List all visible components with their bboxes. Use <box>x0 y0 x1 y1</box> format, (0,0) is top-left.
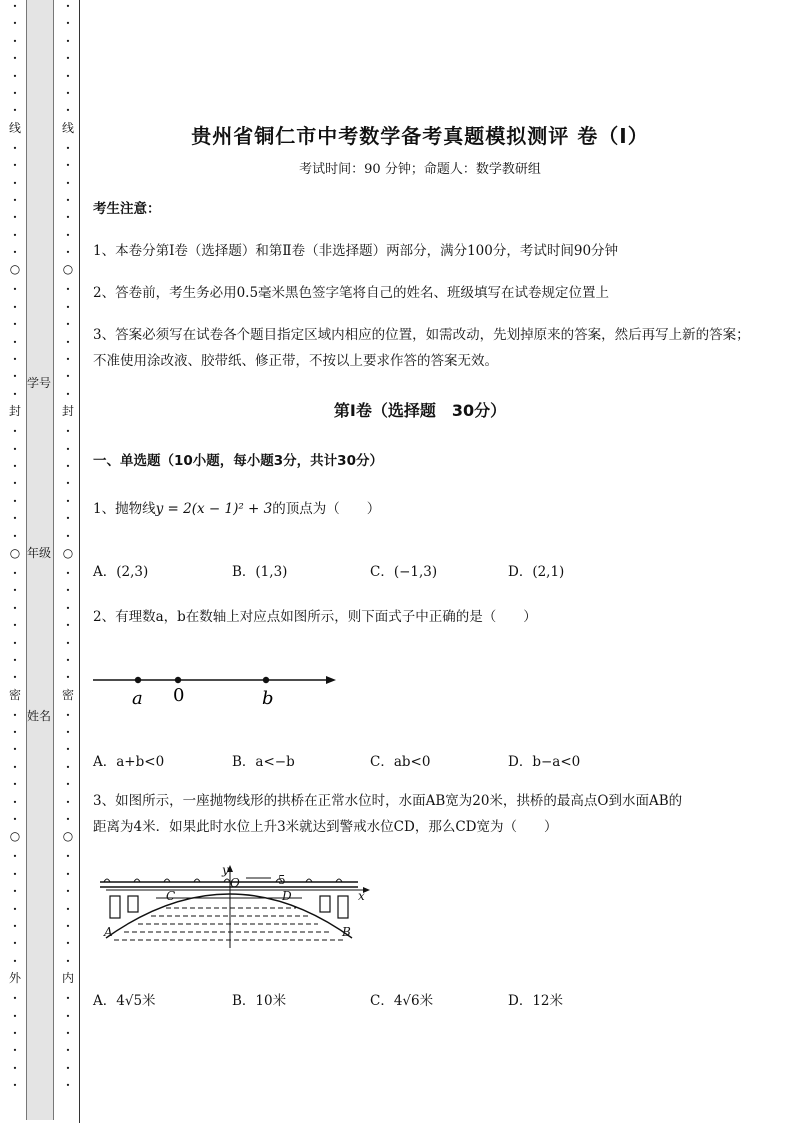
cut-dot: · <box>65 192 71 207</box>
cut-dot: · <box>65 953 71 968</box>
cut-circle: ○ <box>9 262 21 277</box>
cut-dot: · <box>12 476 18 491</box>
cut-dot: · <box>12 334 18 349</box>
cut-dot: · <box>12 0 18 13</box>
cut-dot: · <box>12 175 18 190</box>
cut-dot: · <box>12 424 18 439</box>
cut-dot: · <box>65 618 71 633</box>
cut-dot: · <box>65 866 71 881</box>
cut-dot: · <box>65 1008 71 1023</box>
label-a-point: A <box>104 925 113 939</box>
q3-option-c: C．4√6米 <box>370 993 434 1009</box>
q2-option-a: A．a+b<0 <box>93 754 165 770</box>
field-grade: 年级 <box>26 546 51 560</box>
cut-dot: · <box>12 565 18 580</box>
cut-dot: · <box>65 901 71 916</box>
question-1-formula: y = 2(x − 1)² + 3 <box>155 501 273 517</box>
cut-dot: · <box>65 1060 71 1075</box>
question-3-stem-line-2: 距离为4米．如果此时水位上升3米就达到警戒水位CD，那么CD宽为（ ） <box>93 819 558 835</box>
cut-dot: · <box>12 369 18 384</box>
cut-dot: · <box>65 849 71 864</box>
label-b: b <box>262 688 274 709</box>
q1-option-a: A．(2,3) <box>93 564 149 580</box>
cut-dot: · <box>65 991 71 1006</box>
page-title: 贵州省铜仁市中考数学备考真题模拟测评 卷（Ⅰ） <box>191 124 649 148</box>
cut-dot: · <box>65 635 71 650</box>
pier-right-1 <box>320 896 330 912</box>
label-c: C <box>166 889 176 903</box>
cut-dot: · <box>65 583 71 598</box>
cut-dot: · <box>12 51 18 66</box>
cut-dot: · <box>65 565 71 580</box>
cut-dot: · <box>65 670 71 685</box>
q2-option-d: D．b−a<0 <box>508 754 581 770</box>
cut-dot: · <box>65 386 71 401</box>
cut-dot: · <box>12 618 18 633</box>
cut-dot: · <box>12 777 18 792</box>
cut-dot: · <box>12 901 18 916</box>
cut-dot: · <box>12 317 18 332</box>
left-dot-column <box>5 0 25 1123</box>
pier-left-1 <box>110 896 120 918</box>
number-line-arrow <box>326 676 336 684</box>
exam-info: 考试时间：90 分钟；命题人：数学教研组 <box>299 162 541 177</box>
cut-dot: · <box>65 175 71 190</box>
cut-dot: · <box>12 352 18 367</box>
question-2-stem: 2、有理数a，b在数轴上对应点如图所示，则下面式子中正确的是（ ） <box>93 609 537 625</box>
cut-dot: · <box>12 85 18 100</box>
cut-dot: · <box>65 1025 71 1040</box>
cut-dot: · <box>12 794 18 809</box>
label-o: O <box>230 876 240 890</box>
cut-label: 线 <box>8 120 21 135</box>
cut-circle: ○ <box>62 829 74 844</box>
cut-dot: · <box>65 1043 71 1058</box>
cut-dot: · <box>65 652 71 667</box>
label-b-point: B <box>342 925 351 939</box>
cut-dot: · <box>12 299 18 314</box>
cut-dot: · <box>65 210 71 225</box>
q3-option-a: A．4√5米 <box>93 993 156 1009</box>
cut-dot: · <box>65 1078 71 1093</box>
cut-dot: · <box>12 103 18 118</box>
right-dot-column <box>58 0 78 1123</box>
cut-dot: · <box>12 759 18 774</box>
cut-dot: · <box>12 742 18 757</box>
cut-dot: · <box>65 0 71 13</box>
cut-dot: · <box>12 227 18 242</box>
cut-dot: · <box>12 210 18 225</box>
cut-dot: · <box>65 51 71 66</box>
cut-label: 外 <box>8 971 21 986</box>
cut-dot: · <box>65 317 71 332</box>
cut-dot: · <box>65 85 71 100</box>
cut-dot: · <box>12 441 18 456</box>
q3-option-b: B．10米 <box>232 993 287 1009</box>
cut-dot: · <box>65 725 71 740</box>
cut-circle: ○ <box>62 545 74 560</box>
cut-label: 内 <box>61 971 74 986</box>
cut-dot: · <box>65 334 71 349</box>
cut-label: 线 <box>61 120 74 135</box>
cut-dot: · <box>65 742 71 757</box>
cut-dot: · <box>65 227 71 242</box>
cut-circle: ○ <box>62 262 74 277</box>
cut-dot: · <box>12 511 18 526</box>
cut-dot: · <box>12 1078 18 1093</box>
cut-dot: · <box>65 476 71 491</box>
cut-dot: · <box>12 528 18 543</box>
cut-dot: · <box>12 458 18 473</box>
cut-dot: · <box>65 103 71 118</box>
cut-dot: · <box>12 953 18 968</box>
cut-dot: · <box>12 245 18 260</box>
cut-dot: · <box>12 583 18 598</box>
cut-dot: · <box>65 884 71 899</box>
cut-dot: · <box>12 16 18 31</box>
cut-label: 密 <box>61 687 74 702</box>
q2-option-b: B．a<−b <box>232 754 295 770</box>
cut-label: 密 <box>8 687 21 702</box>
part-title: 一、单选题（10小题，每小题3分，共计30分） <box>93 453 383 469</box>
cut-dot: · <box>65 158 71 173</box>
cut-dot: · <box>12 635 18 650</box>
cut-dot: · <box>65 600 71 615</box>
notice-heading: 考生注意： <box>93 201 161 217</box>
cut-dot: · <box>65 369 71 384</box>
q1-option-c: C．(−1,3) <box>370 564 438 580</box>
point-a <box>135 677 141 683</box>
cut-dot: · <box>65 528 71 543</box>
cut-dot: · <box>12 707 18 722</box>
cut-dot: · <box>12 670 18 685</box>
label-d: D <box>282 889 292 903</box>
q3-option-d: D．12米 <box>508 993 564 1009</box>
cut-dot: · <box>65 68 71 83</box>
label-y: y <box>222 863 229 877</box>
cut-dot: · <box>65 458 71 473</box>
question-1-stem: 1、抛物线y = 2(x − 1)² + 3的顶点为（ ） <box>93 501 381 517</box>
pier-right-2 <box>338 896 348 918</box>
cut-dot: · <box>65 33 71 48</box>
cut-dot: · <box>65 936 71 951</box>
cut-circle: ○ <box>9 829 21 844</box>
label-x: x <box>358 889 365 903</box>
cut-dot: · <box>65 299 71 314</box>
cut-dot: · <box>12 918 18 933</box>
cut-dot: · <box>12 282 18 297</box>
cut-dot: · <box>12 652 18 667</box>
field-name: 姓名 <box>26 709 51 723</box>
label-zero: 0 <box>173 685 185 706</box>
q1-option-b: B．(1,3) <box>232 564 288 580</box>
cut-dot: · <box>12 158 18 173</box>
label-a: a <box>132 688 143 709</box>
cut-dot: · <box>12 140 18 155</box>
cut-dot: · <box>12 386 18 401</box>
notice-item-3: 3、答案必须写在试卷各个题目指定区域内相应的位置，如需改动，先划掉原来的答案，然后再写上新的答案；不准使用涂改液、胶带纸、修正带，不按以上要求作答的答案无效。 <box>93 327 750 369</box>
cut-dot: · <box>65 441 71 456</box>
cut-dot: · <box>12 866 18 881</box>
cut-dot: · <box>12 812 18 827</box>
cut-dot: · <box>12 33 18 48</box>
point-b <box>263 677 269 683</box>
cut-dot: · <box>12 849 18 864</box>
cut-dot: · <box>65 16 71 31</box>
cut-dot: · <box>65 282 71 297</box>
cut-dot: · <box>65 511 71 526</box>
cut-dot: · <box>65 424 71 439</box>
q2-option-c: C．ab<0 <box>370 754 431 770</box>
notice-item-2: 2、答卷前，考生务必用0.5毫米黑色签字笔将自己的姓名、班级填写在试卷规定位置上 <box>93 285 610 301</box>
parabolic-arch <box>106 894 352 938</box>
cut-dot: · <box>65 777 71 792</box>
cut-circle: ○ <box>9 545 21 560</box>
question-3-stem-line-1: 3、如图所示，一座抛物线形的拱桥在正常水位时，水面AB宽为20米，拱桥的最高点O到水面AB的 <box>93 793 683 809</box>
cut-dot: · <box>12 600 18 615</box>
cut-dot: · <box>12 493 18 508</box>
cut-dot: · <box>65 245 71 260</box>
cut-dot: · <box>65 140 71 155</box>
cut-label: 封 <box>61 404 74 419</box>
cut-dot: · <box>12 1025 18 1040</box>
cut-dot: · <box>65 707 71 722</box>
number-line-figure <box>90 665 350 715</box>
bridge-figure <box>96 862 376 954</box>
field-student-id: 学号 <box>26 376 51 390</box>
cut-dot: · <box>65 759 71 774</box>
cut-dot: · <box>12 936 18 951</box>
cut-dot: · <box>12 884 18 899</box>
cut-dot: · <box>65 918 71 933</box>
cut-label: 封 <box>8 404 21 419</box>
q1-option-d: D．(2,1) <box>508 564 565 580</box>
cut-dot: · <box>12 1043 18 1058</box>
section-title: 第Ⅰ卷（选择题 30分） <box>333 401 507 420</box>
cut-dot: · <box>12 725 18 740</box>
pier-left-2 <box>128 896 138 912</box>
label-five: 5 <box>278 873 286 887</box>
cut-dot: · <box>65 794 71 809</box>
cut-dot: · <box>65 812 71 827</box>
cut-dot: · <box>12 1060 18 1075</box>
cut-dot: · <box>65 352 71 367</box>
point-zero <box>175 677 181 683</box>
cut-dot: · <box>12 1008 18 1023</box>
cut-dot: · <box>12 68 18 83</box>
cut-dot: · <box>12 192 18 207</box>
notice-item-1: 1、本卷分第Ⅰ卷（选择题）和第Ⅱ卷（非选择题）两部分，满分100分，考试时间90分钟 <box>93 243 619 259</box>
cut-dot: · <box>12 991 18 1006</box>
cut-dot: · <box>65 493 71 508</box>
